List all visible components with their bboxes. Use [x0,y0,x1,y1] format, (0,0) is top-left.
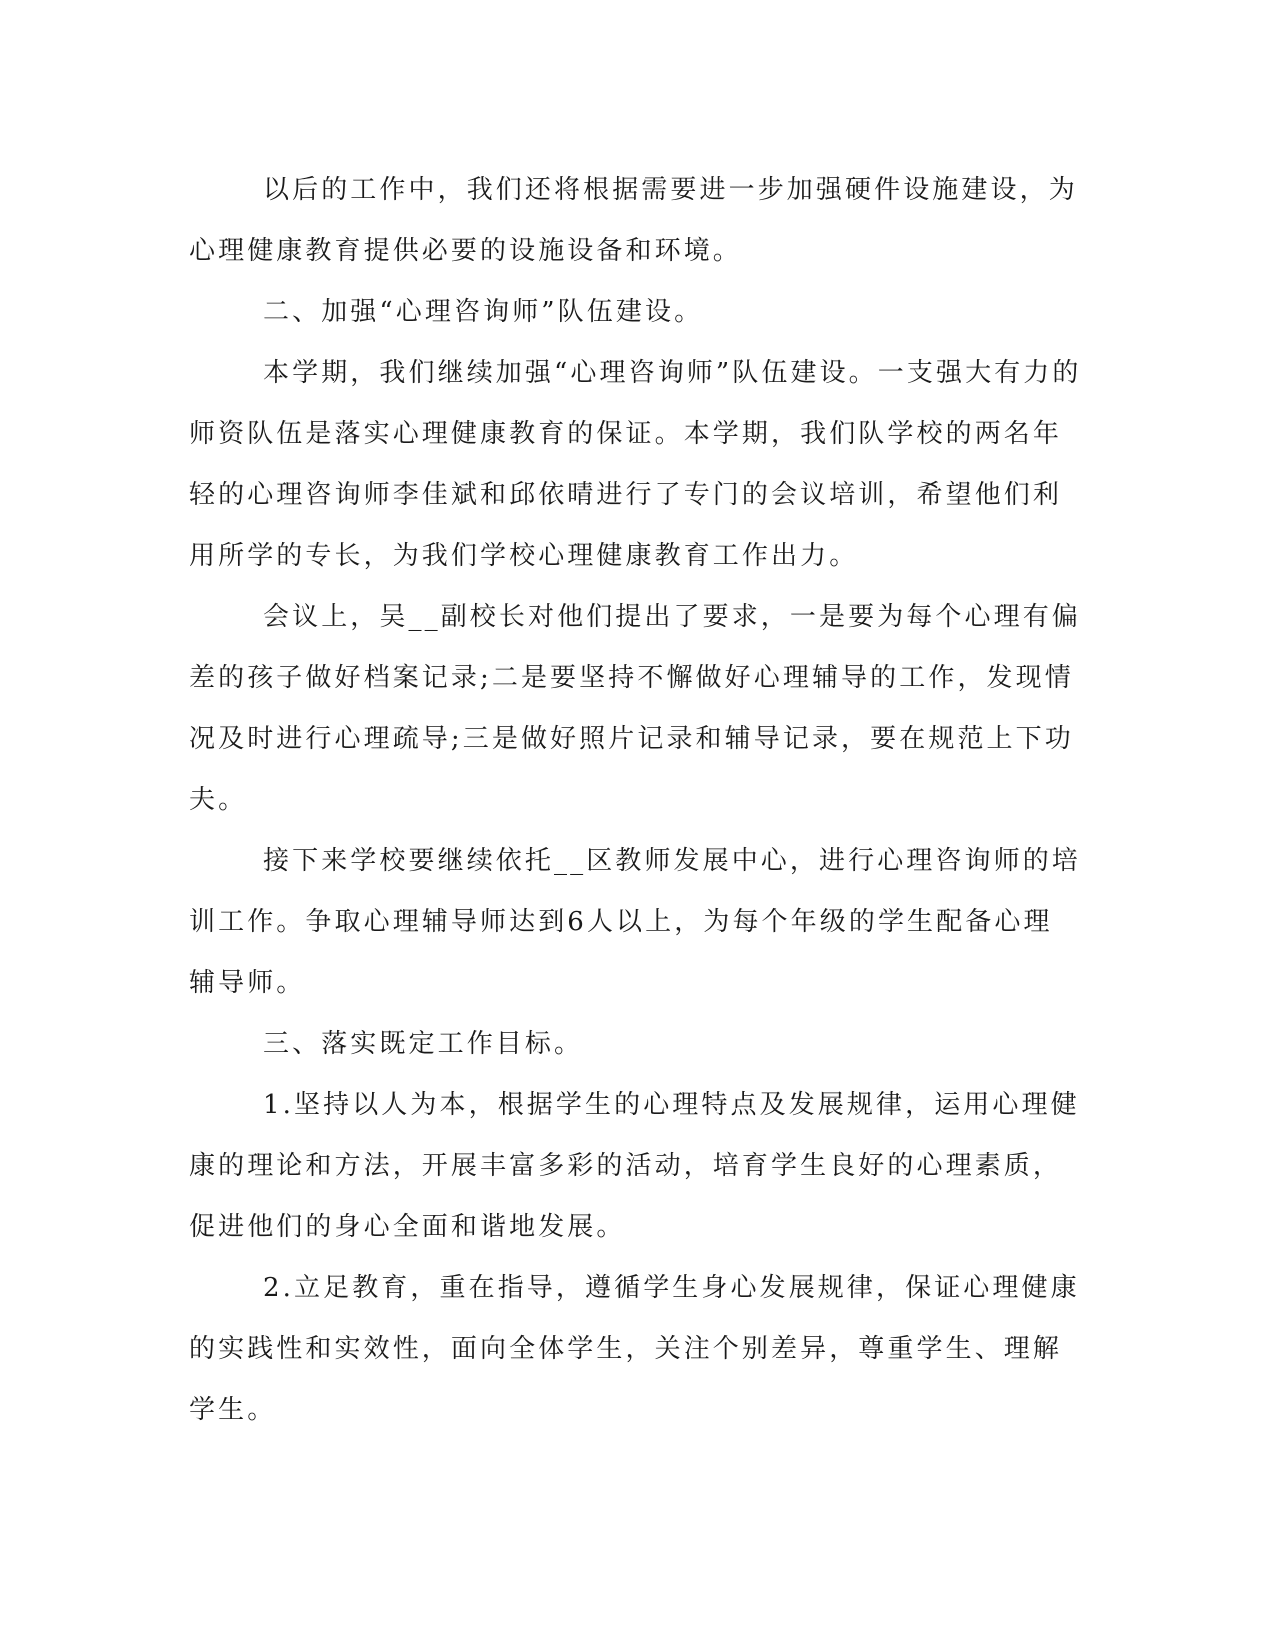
text-line: 心理健康教育提供必要的设施设备和环境。 [189,236,742,266]
text-line: 1.坚持以人为本，根据学生的心理特点及发展规律，运用心理健 [263,1090,1080,1120]
section-heading: 三、落实既定工作目标。 [263,1029,584,1059]
heading-counselor-team [189,282,1089,343]
paragraph-goal-2 [189,1258,1089,1441]
section-heading: 二、加强“心理咨询师”队伍建设。 [263,297,704,327]
text-line: 会议上，吴__副校长对他们提出了要求，一是要为每个心理有偏 [263,602,1081,632]
text-line: 夫。 [189,785,248,815]
text-line: 差的孩子做好档案记录;二是要坚持不懈做好心理辅导的工作，发现情 [189,663,1074,693]
paragraph-counselor-team [189,343,1089,587]
text-line: 训工作。争取心理辅导师达到6人以上，为每个年级的学生配备心理 [189,907,1053,937]
paragraph-hardware-facilities [189,160,1089,282]
paragraph-meeting-requirements [189,587,1089,831]
text-line: 以后的工作中，我们还将根据需要进一步加强硬件设施建设，为 [263,175,1078,205]
text-line: 的实践性和实效性，面向全体学生，关注个别差异，尊重学生、理解 [189,1334,1063,1364]
text-line: 学生。 [189,1395,277,1425]
text-line: 康的理论和方法，开展丰富多彩的活动，培育学生良好的心理素质， [189,1151,1063,1181]
text-line: 轻的心理咨询师李佳斌和邱依晴进行了专门的会议培训，希望他们利 [189,480,1063,510]
text-line: 本学期，我们继续加强“心理咨询师”队伍建设。一支强大有力的 [263,358,1082,388]
text-line: 促进他们的身心全面和谐地发展。 [189,1212,626,1242]
text-line: 2.立足教育，重在指导，遵循学生身心发展规律，保证心理健康 [263,1273,1080,1303]
text-line: 接下来学校要继续依托__区教师发展中心，进行心理咨询师的培 [263,846,1081,876]
text-line: 况及时进行心理疏导;三是做好照片记录和辅导记录，要在规范上下功 [189,724,1074,754]
text-line: 师资队伍是落实心理健康教育的保证。本学期，我们队学校的两名年 [189,419,1063,449]
paragraph-goal-1 [189,1075,1089,1258]
heading-work-goals [189,1014,1089,1075]
text-line: 用所学的专长，为我们学校心理健康教育工作出力。 [189,541,859,571]
document-body [189,160,1089,1441]
paragraph-training-plan [189,831,1089,1014]
text-line: 辅导师。 [189,968,306,998]
